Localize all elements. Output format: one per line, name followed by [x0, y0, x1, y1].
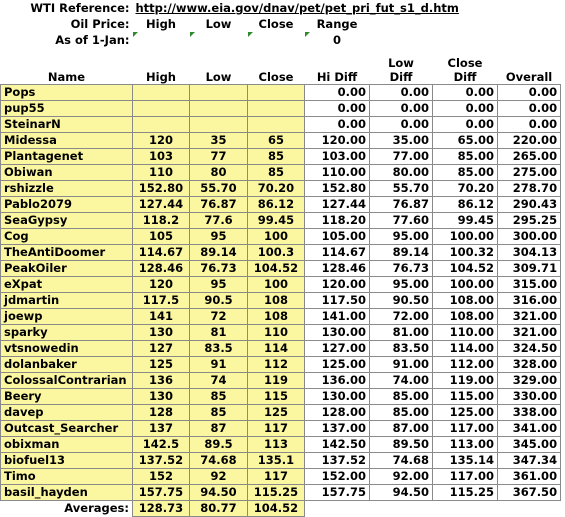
participant-name[interactable]: Pablo2079: [1, 196, 133, 212]
participant-name[interactable]: obixman: [1, 436, 133, 452]
empty-cell: [433, 500, 498, 516]
overall-score[interactable]: 345.00: [498, 436, 561, 452]
wti-reference-label: WTI Reference:: [30, 1, 130, 15]
guess-low[interactable]: 89.5: [190, 436, 248, 452]
guess-low[interactable]: 72: [190, 308, 248, 324]
empty-cell: [370, 16, 433, 32]
empty-cell: [498, 16, 561, 32]
guess-high[interactable]: 141: [133, 308, 190, 324]
hi-diff-value[interactable]: 130.00: [305, 324, 370, 340]
hi-diff-value[interactable]: 120.00: [305, 276, 370, 292]
table-row: [1, 308, 561, 324]
participant-name[interactable]: Cog: [1, 228, 133, 244]
as-of-low-cell[interactable]: [190, 32, 248, 48]
guess-close[interactable]: 112: [248, 356, 305, 372]
hi-diff-value[interactable]: 118.20: [305, 212, 370, 228]
as-of-label: As of 1-Jan:: [55, 33, 130, 47]
oil-price-high-header: High: [146, 17, 176, 31]
low-diff-value[interactable]: 77.00: [370, 148, 433, 164]
close-diff-value[interactable]: 100.00: [433, 228, 498, 244]
table-row: [1, 404, 561, 420]
overall-score[interactable]: 304.13: [498, 244, 561, 260]
close-diff-value[interactable]: 125.00: [433, 404, 498, 420]
guess-high[interactable]: 157.75: [133, 484, 190, 500]
hi-diff-value[interactable]: 114.67: [305, 244, 370, 260]
table-row: [1, 484, 561, 500]
table-row: [1, 244, 561, 260]
column-header-low-diff-line1: Low: [388, 55, 414, 70]
guess-low[interactable]: [190, 84, 248, 100]
empty-cell: [370, 500, 433, 516]
column-header-high: High: [146, 69, 176, 84]
participant-name[interactable]: rshizzle: [1, 180, 133, 196]
low-diff-value[interactable]: 91.00: [370, 356, 433, 372]
guess-close[interactable]: 104.52: [248, 260, 305, 276]
overall-score[interactable]: 278.70: [498, 180, 561, 196]
guess-high[interactable]: 114.67: [133, 244, 190, 260]
close-diff-value[interactable]: 65.00: [433, 132, 498, 148]
guess-close[interactable]: 100: [248, 228, 305, 244]
guess-high[interactable]: 103: [133, 148, 190, 164]
column-header-low: Low: [205, 69, 232, 84]
close-diff-value[interactable]: 112.00: [433, 356, 498, 372]
overall-score[interactable]: 300.00: [498, 228, 561, 244]
close-diff-value[interactable]: 100.00: [433, 276, 498, 292]
guess-high[interactable]: 117.5: [133, 292, 190, 308]
low-diff-value[interactable]: 80.00: [370, 164, 433, 180]
table-row: [1, 116, 561, 132]
table-row: [1, 340, 561, 356]
guess-low[interactable]: 90.5: [190, 292, 248, 308]
close-diff-value[interactable]: 115.25: [433, 484, 498, 500]
guess-high[interactable]: [133, 100, 190, 116]
low-diff-value[interactable]: 85.00: [370, 388, 433, 404]
overall-score[interactable]: 220.00: [498, 132, 561, 148]
close-diff-value[interactable]: 108.00: [433, 292, 498, 308]
guess-low[interactable]: 74.68: [190, 452, 248, 468]
participant-name[interactable]: Obiwan: [1, 164, 133, 180]
guess-high[interactable]: 142.5: [133, 436, 190, 452]
hi-diff-value[interactable]: 137.52: [305, 452, 370, 468]
table-row: [1, 452, 561, 468]
participant-name[interactable]: SteinarN: [1, 116, 133, 132]
participant-name[interactable]: eXpat: [1, 276, 133, 292]
guess-low[interactable]: 95: [190, 276, 248, 292]
close-diff-value[interactable]: 86.12: [433, 196, 498, 212]
column-header-close-diff-line2: Diff: [453, 69, 477, 84]
participant-name[interactable]: pup55: [1, 100, 133, 116]
column-header-name: Name: [47, 69, 86, 84]
guess-low[interactable]: [190, 100, 248, 116]
table-row: [1, 196, 561, 212]
overall-score[interactable]: 0.00: [498, 84, 561, 100]
guess-close[interactable]: 100.3: [248, 244, 305, 260]
column-header-close-diff-line1: Close: [447, 55, 483, 70]
column-header-close-diff: [433, 48, 498, 84]
guess-close[interactable]: 135.1: [248, 452, 305, 468]
low-diff-value[interactable]: 0.00: [370, 84, 433, 100]
guess-low[interactable]: 81: [190, 324, 248, 340]
low-diff-value[interactable]: 0.00: [370, 100, 433, 116]
guess-low[interactable]: 80: [190, 164, 248, 180]
participant-name[interactable]: vtsnowedin: [1, 340, 133, 356]
average-low[interactable]: 80.77: [190, 500, 248, 516]
participant-name[interactable]: Midessa: [1, 132, 133, 148]
hi-diff-value[interactable]: 130.00: [305, 388, 370, 404]
guess-low[interactable]: [190, 116, 248, 132]
table-row: [1, 180, 561, 196]
close-diff-value[interactable]: 100.32: [433, 244, 498, 260]
table-row: [1, 212, 561, 228]
participant-name[interactable]: TheAntiDoomer: [1, 244, 133, 260]
guess-high[interactable]: 105: [133, 228, 190, 244]
hi-diff-value[interactable]: 0.00: [305, 84, 370, 100]
table-row: [1, 292, 561, 308]
overall-score[interactable]: 309.71: [498, 260, 561, 276]
close-diff-value[interactable]: 0.00: [433, 116, 498, 132]
guess-close[interactable]: 85: [248, 148, 305, 164]
participant-name[interactable]: Outcast_Searcher: [1, 420, 133, 436]
guess-high[interactable]: 152.80: [133, 180, 190, 196]
guess-close[interactable]: 114: [248, 340, 305, 356]
table-row: [1, 436, 561, 452]
close-diff-value[interactable]: 110.00: [433, 324, 498, 340]
guess-high[interactable]: 130: [133, 388, 190, 404]
participant-name[interactable]: sparky: [1, 324, 133, 340]
empty-cell: [370, 32, 433, 48]
close-diff-value[interactable]: 104.52: [433, 260, 498, 276]
average-high[interactable]: 128.73: [133, 500, 190, 516]
hi-diff-value[interactable]: 152.00: [305, 468, 370, 484]
hi-diff-value[interactable]: 127.00: [305, 340, 370, 356]
low-diff-value[interactable]: 77.60: [370, 212, 433, 228]
guess-high[interactable]: 130: [133, 324, 190, 340]
overall-score[interactable]: 290.43: [498, 196, 561, 212]
participant-name[interactable]: biofuel13: [1, 452, 133, 468]
participant-name[interactable]: dolanbaker: [1, 356, 133, 372]
low-diff-value[interactable]: 35.00: [370, 132, 433, 148]
low-diff-value[interactable]: 90.50: [370, 292, 433, 308]
low-diff-value[interactable]: 95.00: [370, 276, 433, 292]
hi-diff-value[interactable]: 152.80: [305, 180, 370, 196]
table-row: [1, 356, 561, 372]
hi-diff-value[interactable]: 125.00: [305, 356, 370, 372]
hi-diff-value[interactable]: 137.00: [305, 420, 370, 436]
column-header-row: [1, 48, 561, 84]
guess-high[interactable]: [133, 84, 190, 100]
participant-name[interactable]: Plantagenet: [1, 148, 133, 164]
guess-close[interactable]: 117: [248, 468, 305, 484]
column-header-hi-diff: Hi Diff: [316, 69, 358, 84]
guess-low[interactable]: 55.70: [190, 180, 248, 196]
guess-high[interactable]: 128.46: [133, 260, 190, 276]
low-diff-value[interactable]: 92.00: [370, 468, 433, 484]
guess-low[interactable]: 95: [190, 228, 248, 244]
oil-price-close-header: Close: [258, 17, 294, 31]
oil-price-row: [1, 16, 561, 32]
close-diff-value[interactable]: 117.00: [433, 420, 498, 436]
guess-high[interactable]: 127: [133, 340, 190, 356]
overall-score[interactable]: 321.00: [498, 308, 561, 324]
guess-low[interactable]: 92: [190, 468, 248, 484]
hi-diff-value[interactable]: 127.44: [305, 196, 370, 212]
guess-high[interactable]: 110: [133, 164, 190, 180]
guess-high[interactable]: 136: [133, 372, 190, 388]
guess-close[interactable]: 70.20: [248, 180, 305, 196]
guess-high[interactable]: 125: [133, 356, 190, 372]
guess-low[interactable]: 76.73: [190, 260, 248, 276]
guess-high[interactable]: 127.44: [133, 196, 190, 212]
low-diff-value[interactable]: 0.00: [370, 116, 433, 132]
guess-close[interactable]: 125: [248, 404, 305, 420]
guess-close[interactable]: 85: [248, 164, 305, 180]
guess-high[interactable]: 128: [133, 404, 190, 420]
table-row: [1, 148, 561, 164]
table-row: [1, 228, 561, 244]
close-diff-value[interactable]: 0.00: [433, 100, 498, 116]
table-row: [1, 100, 561, 116]
participant-name[interactable]: joewp: [1, 308, 133, 324]
as-of-high-cell[interactable]: [133, 32, 190, 48]
guess-close[interactable]: [248, 84, 305, 100]
low-diff-value[interactable]: 72.00: [370, 308, 433, 324]
low-diff-value[interactable]: 55.70: [370, 180, 433, 196]
overall-score[interactable]: 361.00: [498, 468, 561, 484]
low-diff-value[interactable]: 74.68: [370, 452, 433, 468]
empty-cell: [498, 500, 561, 516]
overall-score[interactable]: 295.25: [498, 212, 561, 228]
empty-cell: [498, 32, 561, 48]
table-row: [1, 372, 561, 388]
close-diff-value[interactable]: 85.00: [433, 164, 498, 180]
overall-score[interactable]: 329.00: [498, 372, 561, 388]
close-diff-value[interactable]: 99.45: [433, 212, 498, 228]
hi-diff-value[interactable]: 120.00: [305, 132, 370, 148]
hi-diff-value[interactable]: 142.50: [305, 436, 370, 452]
guess-close[interactable]: 113: [248, 436, 305, 452]
table-row: [1, 164, 561, 180]
guess-high[interactable]: 152: [133, 468, 190, 484]
close-diff-value[interactable]: 117.00: [433, 468, 498, 484]
hi-diff-value[interactable]: 0.00: [305, 100, 370, 116]
guess-close[interactable]: 100: [248, 276, 305, 292]
participant-name[interactable]: ColossalContrarian: [1, 372, 133, 388]
empty-cell: [433, 32, 498, 48]
close-diff-value[interactable]: 114.00: [433, 340, 498, 356]
participant-name[interactable]: Beery: [1, 388, 133, 404]
oil-price-label: Oil Price:: [70, 17, 130, 31]
oil-price-low-header: Low: [205, 17, 232, 31]
guess-close[interactable]: 115: [248, 388, 305, 404]
hi-diff-value[interactable]: 105.00: [305, 228, 370, 244]
low-diff-value[interactable]: 94.50: [370, 484, 433, 500]
overall-score[interactable]: 316.00: [498, 292, 561, 308]
guess-high[interactable]: 118.2: [133, 212, 190, 228]
guess-low[interactable]: 85: [190, 388, 248, 404]
overall-score[interactable]: 328.00: [498, 356, 561, 372]
as-of-close-cell[interactable]: [248, 32, 305, 48]
low-diff-value[interactable]: 89.14: [370, 244, 433, 260]
guess-low[interactable]: 76.87: [190, 196, 248, 212]
column-header-overall: Overall: [505, 69, 553, 84]
hi-diff-value[interactable]: 117.50: [305, 292, 370, 308]
table-row: [1, 276, 561, 292]
hi-diff-value[interactable]: 0.00: [305, 116, 370, 132]
participant-name[interactable]: jdmartin: [1, 292, 133, 308]
low-diff-value[interactable]: 89.50: [370, 436, 433, 452]
guess-low[interactable]: 94.50: [190, 484, 248, 500]
close-diff-value[interactable]: 108.00: [433, 308, 498, 324]
table-row: [1, 388, 561, 404]
guess-high[interactable]: 120: [133, 132, 190, 148]
close-diff-value[interactable]: 0.00: [433, 84, 498, 100]
hi-diff-value[interactable]: 103.00: [305, 148, 370, 164]
guess-close[interactable]: 115.25: [248, 484, 305, 500]
overall-score[interactable]: 330.00: [498, 388, 561, 404]
guess-low[interactable]: 87: [190, 420, 248, 436]
guess-close[interactable]: 86.12: [248, 196, 305, 212]
low-diff-value[interactable]: 81.00: [370, 324, 433, 340]
guess-high[interactable]: 137.52: [133, 452, 190, 468]
low-diff-value[interactable]: 76.87: [370, 196, 433, 212]
column-header-close: Close: [258, 69, 294, 84]
guess-close[interactable]: [248, 100, 305, 116]
overall-score[interactable]: 265.00: [498, 148, 561, 164]
guess-close[interactable]: 108: [248, 308, 305, 324]
overall-score[interactable]: 275.00: [498, 164, 561, 180]
guess-low[interactable]: 77: [190, 148, 248, 164]
overall-score[interactable]: 321.00: [498, 324, 561, 340]
average-close[interactable]: 104.52: [248, 500, 305, 516]
range-value[interactable]: 0: [305, 32, 370, 48]
participant-name[interactable]: SeaGypsy: [1, 212, 133, 228]
range-header: Range: [316, 17, 358, 31]
guess-close[interactable]: 108: [248, 292, 305, 308]
guess-low[interactable]: 83.5: [190, 340, 248, 356]
participant-name[interactable]: davep: [1, 404, 133, 420]
low-diff-value[interactable]: 76.73: [370, 260, 433, 276]
low-diff-value[interactable]: 95.00: [370, 228, 433, 244]
empty-cell: [305, 500, 370, 516]
participant-name[interactable]: basil_hayden: [1, 484, 133, 500]
guess-high[interactable]: [133, 116, 190, 132]
guess-close[interactable]: [248, 116, 305, 132]
close-diff-value[interactable]: 115.00: [433, 388, 498, 404]
close-diff-value[interactable]: 85.00: [433, 148, 498, 164]
averages-row: [1, 500, 561, 516]
table-row: [1, 420, 561, 436]
participant-name[interactable]: Pops: [1, 84, 133, 100]
hi-diff-value[interactable]: 110.00: [305, 164, 370, 180]
low-diff-value[interactable]: 74.00: [370, 372, 433, 388]
guess-close[interactable]: 110: [248, 324, 305, 340]
guess-low[interactable]: 85: [190, 404, 248, 420]
hi-diff-value[interactable]: 128.00: [305, 404, 370, 420]
participant-name[interactable]: Timo: [1, 468, 133, 484]
overall-score[interactable]: 0.00: [498, 116, 561, 132]
guess-close[interactable]: 65: [248, 132, 305, 148]
wti-reference-row: [1, 0, 561, 16]
overall-score[interactable]: 324.50: [498, 340, 561, 356]
guess-close[interactable]: 117: [248, 420, 305, 436]
hi-diff-value[interactable]: 128.46: [305, 260, 370, 276]
overall-score[interactable]: 0.00: [498, 100, 561, 116]
overall-score[interactable]: 367.50: [498, 484, 561, 500]
table-row: [1, 260, 561, 276]
participant-name[interactable]: PeakOiler: [1, 260, 133, 276]
guess-low[interactable]: 89.14: [190, 244, 248, 260]
table-row: [1, 468, 561, 484]
low-diff-value[interactable]: 85.00: [370, 404, 433, 420]
overall-score[interactable]: 347.34: [498, 452, 561, 468]
overall-score[interactable]: 341.00: [498, 420, 561, 436]
close-diff-value[interactable]: 70.20: [433, 180, 498, 196]
empty-cell: [433, 16, 498, 32]
guess-low[interactable]: 35: [190, 132, 248, 148]
overall-score[interactable]: 315.00: [498, 276, 561, 292]
overall-score[interactable]: 338.00: [498, 404, 561, 420]
table-row: [1, 324, 561, 340]
low-diff-value[interactable]: 83.50: [370, 340, 433, 356]
hi-diff-value[interactable]: 157.75: [305, 484, 370, 500]
hi-diff-value[interactable]: 141.00: [305, 308, 370, 324]
guess-low[interactable]: 91: [190, 356, 248, 372]
table-row: [1, 132, 561, 148]
guess-high[interactable]: 137: [133, 420, 190, 436]
guess-close[interactable]: 99.45: [248, 212, 305, 228]
guess-close[interactable]: 119: [248, 372, 305, 388]
close-diff-value[interactable]: 135.14: [433, 452, 498, 468]
guess-low[interactable]: 74: [190, 372, 248, 388]
close-diff-value[interactable]: 119.00: [433, 372, 498, 388]
close-diff-value[interactable]: 113.00: [433, 436, 498, 452]
guess-high[interactable]: 120: [133, 276, 190, 292]
wti-reference-link[interactable]: http://www.eia.gov/dnav/pet/pet_pri_fut_s1_d.htm: [135, 1, 459, 15]
as-of-row: [1, 32, 561, 48]
low-diff-value[interactable]: 87.00: [370, 420, 433, 436]
hi-diff-value[interactable]: 136.00: [305, 372, 370, 388]
column-header-low-diff: [370, 48, 433, 84]
averages-label: Averages:: [64, 501, 129, 516]
table-row: [1, 84, 561, 100]
guess-low[interactable]: 77.6: [190, 212, 248, 228]
column-header-low-diff-line2: Diff: [389, 69, 413, 84]
